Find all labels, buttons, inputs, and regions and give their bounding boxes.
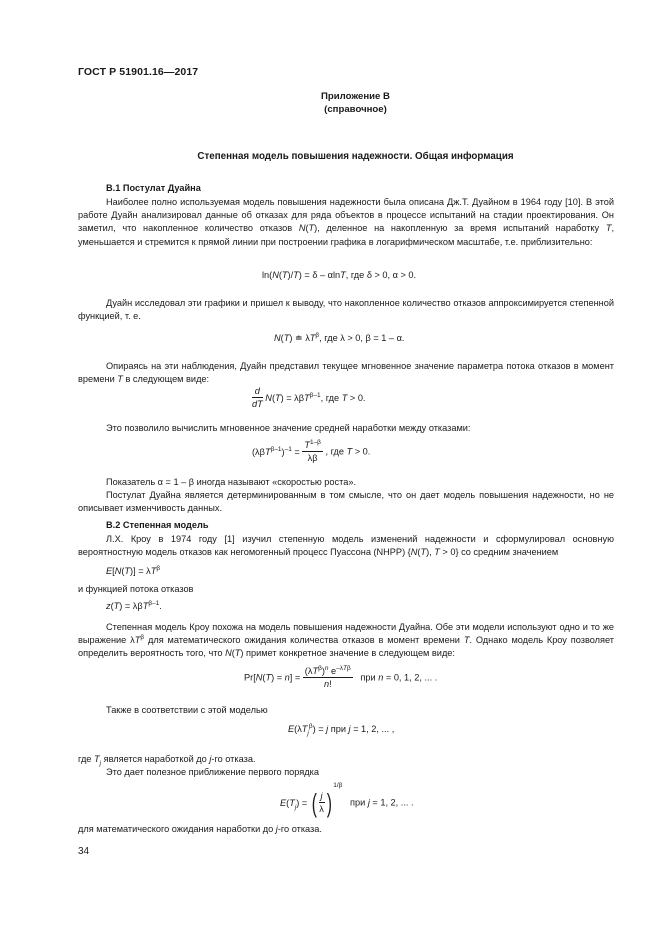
section-b2-paragraph-4: Также в соответствии с этой моделью	[106, 705, 268, 715]
equation-b2-1: $E[N(T)] = \lambda T^\beta$	[106, 564, 161, 576]
appendix-subtitle: (справочное)	[324, 104, 387, 115]
equation-b1-1: ln(N(T)/T) = δ – αlnT, где δ > 0, α > 0.	[262, 270, 417, 280]
equation-b2-5: $E(T_j)$ = ( $\frac{j}{\lambda}$ )$^{1/\beta}$ при j = 1, 2, ... .	[280, 782, 414, 818]
equation-b2-2: z(T) = λβT$^{\beta-1}$.	[106, 599, 162, 611]
section-b2-paragraph-3: Степенная модель Кроу похожа на модель повышения надежности Дуайна. Обе эти модели используют одно и то же выражение $\lambda T^\beta$ для математического ожидания количества отказов в момент времени T. Однако модель Кроу позволяет определить вероятность того, что N(T) примет конкретное значение в следующем виде:	[78, 622, 614, 659]
standard-code: ГОСТ Р 51901.16—2017	[78, 66, 199, 78]
section-b2-paragraph-1: Л.Х. Кроу в 1974 году [1] изучил степенную модель изменений надежности и сформулировал основную вероятностную модель отказов как негомогенный процесс Пуассона (NHPP) {N(T), T > 0} со средним значением	[78, 534, 614, 558]
equation-b1-2: N(T) ≐ $\lambda T^\beta$, где λ > 0, β = 1 – α.	[274, 331, 405, 343]
main-title: Степенная модель повышения надежности. Общая информация	[197, 151, 514, 162]
appendix-title: Приложение В	[321, 91, 390, 102]
equation-b1-4: $(\lambda\beta T^{\beta-1})^{-1}$ = $\frac{T^{1-\beta}}{\lambda\beta}$ , где T > 0.	[252, 438, 371, 463]
section-b1-paragraph-4: Это позволило вычислить мгновенное значение средней наработки между отказами:	[106, 423, 471, 433]
section-b2-paragraph-2: и функцией потока отказов	[78, 584, 194, 594]
section-b1-paragraph-6: Постулат Дуайна является детерминированным в том смысле, что он дает модель повышения надежности, но не описывает изменчивость данных.	[78, 490, 614, 514]
section-b1-paragraph-2: Дуайн исследовал эти графики и пришел к выводу, что накопленное количество отказов аппроксимируется степенной функцией, т. е.	[78, 298, 614, 322]
section-b2-paragraph-6: Это дает полезное приближение первого порядка	[106, 767, 319, 777]
section-b1-paragraph-1: Наиболее полно используемая модель повышения надежности была описана Дж.Т. Дуайном в 1964 году [10]. В этой работе Дуайн анализировал данные об отказах для ряда объектов в процессе испытаний на стадии проектирования. Он заметил, что накопленное количество отказов N(T), деленное на накопленную за время испытаний наработку T, уменьшается и стремится к прямой линии при построении графика в логарифмическом масштабе, т.е. приблизительно:	[78, 197, 615, 247]
section-b2-heading: В.2 Степенная модель	[106, 520, 209, 530]
section-b2-paragraph-7: для математического ожидания наработки до j-го отказа.	[78, 824, 322, 834]
equation-b1-3: $\frac{d}{dT}$ N(T) = λβT$^{\beta-1}$, где T > 0.	[252, 386, 366, 409]
section-b2-paragraph-5: где $T_j$ является наработкой до j-го отказа.	[78, 754, 256, 767]
section-b1-heading: В.1 Постулат Дуайна	[106, 183, 201, 193]
equation-b2-3: Pr[N(T) = n] = $\frac{(\lambda T^\beta)^n e^{-\lambda T\beta}}{n!}$ при n = 0, 1, 2, ... .	[244, 664, 438, 689]
section-b1-paragraph-5: Показатель α = 1 – β иногда называют «скоростью роста».	[106, 477, 356, 487]
equation-b2-4: $E(\lambda T_j^\beta) = j$ при j = 1, 2, ... ,	[288, 722, 395, 737]
section-b1-paragraph-3: Опираясь на эти наблюдения, Дуайн представил текущее мгновенное значение параметра потока отказов в момент времени T в следующем виде:	[78, 361, 614, 385]
page-number: 34	[78, 846, 90, 857]
